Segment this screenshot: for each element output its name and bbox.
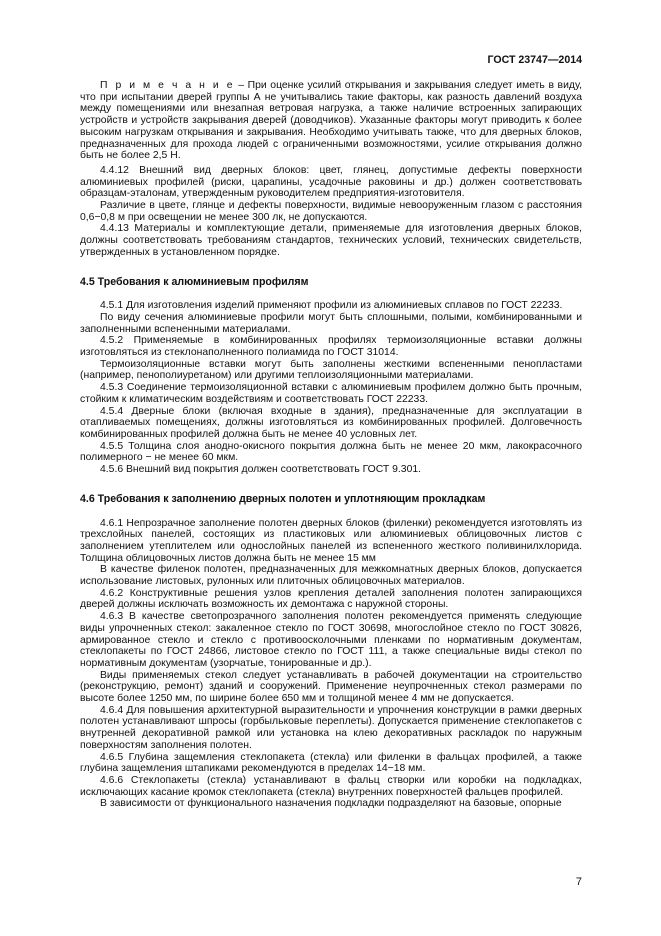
paragraph-4-5-6: 4.5.6 Внешний вид покрытия должен соответствовать ГОСТ 9.301. [100, 464, 422, 476]
page-number: 7 [575, 876, 582, 888]
paragraph-4-6-3: 4.6.3 В качестве светопрозрачного заполнения полотен рекомендуется применять следующие виды упрочненных стекол: закаленное стекло по ГОСТ 30698, многослойное стекло по ГОСТ 30826, армированное стекло и стекло с противоосколочными пленками по нормативным документам, стеклопакеты по ГОСТ 24866, листовое стекло по ГОСТ 111, а также специальные виды стекол по нормативным документам (узорчатые, тонированные и др.). [80, 611, 582, 669]
paragraph-4-6-5: 4.6.5 Глубина защемления стеклопакета (стекла) или филенки в фальцах профилей, а также глубина защемления штапиками рекомендуются в пределах 14−18 мм. [80, 751, 582, 775]
paragraph-4-5-3: 4.5.3 Соединение термоизоляционной вставки с алюминиевым профилем должно быть прочным, стойким к климатическим воздействиям и соответствовать ГОСТ 22233. [80, 382, 582, 405]
paragraph-4-4-13: 4.4.13 Материалы и комплектующие детали, применяемые для изготовления дверных блоков, должны соответствовать требованиям стандартов, технических условий, технических свидетельств, утвержденных в установленном порядке. [80, 223, 582, 258]
paragraph-4-6-6: 4.6.6 Стеклопакеты (стекла) устанавливают в фальц створки или коробки на подкладках, исключающих касание кромок стеклопакета (стекла) внутренних поверхностей фальцев профилей. [80, 774, 582, 798]
section-title-4-5: 4.5 Требования к алюминиевым профилям [80, 275, 309, 288]
paragraph-4-6-3-cont: Виды применяемых стекол следует устанавливать в рабочей документации на строительство (реконструкцию, ремонт) зданий и сооружений. Применение неупрочненных стекол размерами по высоте более 1250 мм, по ширине более 650 мм и толщиной менее 4 мм не допускается. [80, 669, 582, 705]
document-id-header: ГОСТ 23747—2014 [487, 54, 582, 66]
note-paragraph [80, 80, 582, 162]
paragraph-4-5-1-cont: По виду сечения алюминиевые профили могут быть сплошными, полыми, комбинированными и заполненными вспененными материалами. [80, 311, 582, 335]
paragraph-4-6-6-cont: В зависимости от функционального назначения подкладки подразделяют на базовые, опорные [100, 798, 562, 810]
paragraph-4-5-2-cont: Термоизоляционные вставки могут быть заполнены жесткими вспененными пенопластами (например, пенополиуретаном) или другими теплоизоляционными материалами. [80, 358, 582, 382]
paragraph-4-5-2: 4.5.2 Применяемые в комбинированных профилях термоизоляционные вставки должны изготовляться из стеклонаполненного полиамида по ГОСТ 31014. [80, 335, 582, 359]
paragraph-4-5-1: 4.5.1 Для изготовления изделий применяют профили из алюминиевых сплавов по ГОСТ 22233. [100, 300, 563, 312]
paragraph-4-5-5: 4.5.5 Толщина слоя анодно-окисного покрытия должна быть не менее 20 мкм, лакокрасочного полимерного − не менее 60 мкм. [80, 440, 582, 464]
paragraph-4-6-2: 4.6.2 Конструктивные решения узлов крепления деталей заполнения полотен запирающихся дверей должны исключать возможность их демонтажа с наружной стороны. [80, 587, 582, 611]
document-body [80, 80, 582, 810]
paragraph-4-4-12: 4.4.12 Внешний вид дверных блоков: цвет, глянец, допустимые дефекты поверхности алюминиевых профилей (риски, царапины, усадочные раковины и др.) должен соответствовать образцам-эталонам, утвержденным руководителем предприятия-изготовителя. [80, 164, 582, 200]
paragraph-4-6-4: 4.6.4 Для повышения архитектурной выразительности и упрочнения конструкции в рамки дверных полотен устанавливают шпросы (горбыльковые переплеты). Допускается применение стеклопакетов с внутренней декоративной рамкой или установка на клею декоративных раскладок по наружным поверхностям заполнения полотен. [80, 704, 582, 751]
paragraph-4-6-1-cont: В качестве филенок полотен, предназначенных для межкомнатных дверных блоков, допускается использование листовых, рулонных или плиточных облицовочных материалов. [80, 564, 582, 588]
paragraph-4-4-12-cont: Различие в цвете, глянце и дефекты поверхности, видимые невооруженным глазом с расстояния 0,6−0,8 м при освещении не менее 300 лк, не допускаются. [80, 200, 582, 223]
paragraph-4-5-4: 4.5.4 Дверные блоки (включая входные в здания), предназначенные для эксплуатации в отапливаемых помещениях, должны изготовляться из комбинированных профилей. Долговечность комбинированных профилей должна быть не менее 40 условных лет. [80, 405, 582, 440]
note-label: П р и м е ч а н и е [100, 80, 235, 91]
note-text: – При оценке усилий открывания и закрывания следует иметь в виду, что при испытании дверей группы А не учитывались такие факторы, как разность давлений воздуха между помещениями или внезапная ветровая нагрузка, а также наличие встроенных запирающих устройств и устройств закрывания дверей (доводчиков). Указанные факторы могут приводить к более высоким нагрузкам открывания и закрывания. Необходимо учитывать также, что для дверных блоков, предназначенных для прохода людей с ограниченными возможностями, усилие открывания должно быть не более 2,5 Н. [80, 80, 582, 162]
paragraph-4-6-1: 4.6.1 Непрозрачное заполнение полотен дверных блоков (филенки) рекомендуется изготовлять из трехслойных панелей, состоящих из пластиковых или алюминиевых облицовочных листов с заполнением утеплителем или однослойных панелей из вспененного жесткого поливинилхлорида. Толщина облицовочных листов должна быть не менее 15 мм [80, 517, 582, 564]
section-title-4-6: 4.6 Требования к заполнению дверных полотен и уплотняющим прокладкам [80, 492, 486, 505]
